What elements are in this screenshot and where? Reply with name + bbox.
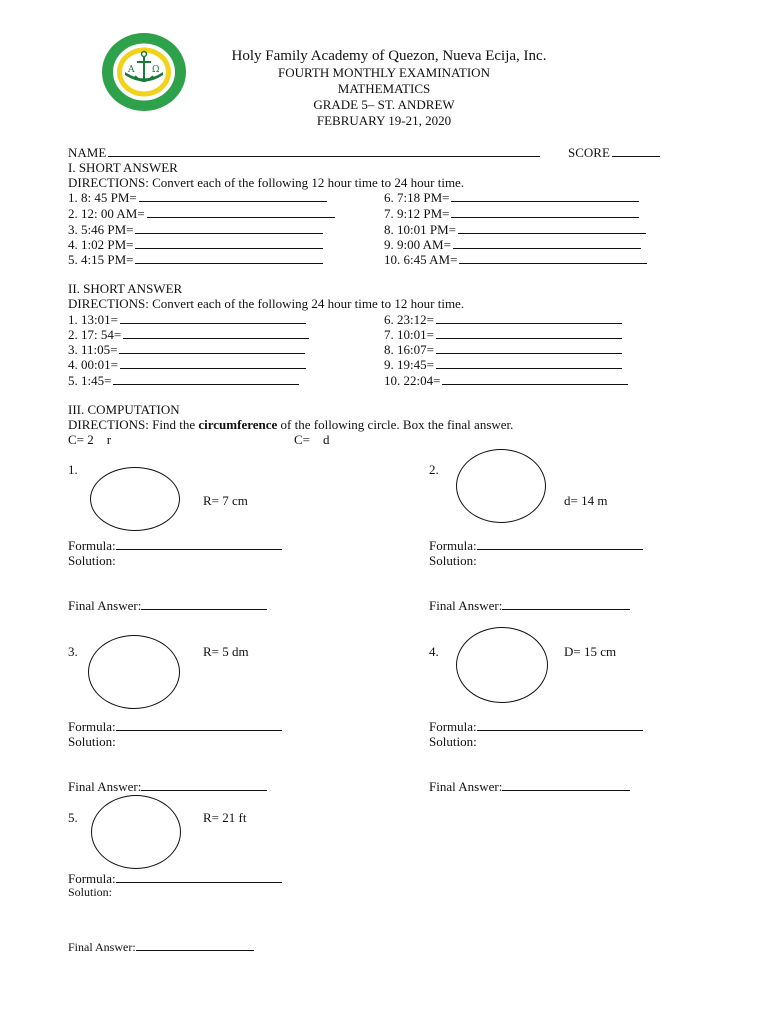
part1-item-10: 10. 6:45 AM= xyxy=(384,252,647,267)
part2-item-4: 4. 00:01= xyxy=(68,357,306,372)
answer-blank[interactable] xyxy=(135,222,323,234)
final-answer-blank[interactable] xyxy=(141,598,267,610)
circumference-formula-diameter: C= d xyxy=(294,432,330,447)
problem-5-given: R= 21 ft xyxy=(203,810,247,825)
formula-blank[interactable] xyxy=(116,538,282,550)
part2-item-7: 7. 10:01= xyxy=(384,327,622,342)
answer-blank[interactable] xyxy=(459,252,647,264)
problem-3-given: R= 5 dm xyxy=(203,644,249,659)
answer-blank[interactable] xyxy=(123,327,309,339)
answer-blank[interactable] xyxy=(120,357,306,369)
problem-3-solution: Solution: xyxy=(68,734,116,749)
problem-5-final: Final Answer: xyxy=(68,939,254,955)
part1-directions: DIRECTIONS: Convert each of the following 12 hour time to 24 hour time. xyxy=(68,175,465,190)
problem-4-formula: Formula: xyxy=(429,719,643,734)
part2-item-2: 2. 17: 54= xyxy=(68,327,309,342)
formula-blank[interactable] xyxy=(116,871,282,883)
answer-blank[interactable] xyxy=(120,312,306,324)
part1-item-8: 8. 10:01 PM= xyxy=(384,222,646,237)
part1-item-3: 3. 5:46 PM= xyxy=(68,222,323,237)
part2-item-10: 10. 22:04= xyxy=(384,373,628,388)
part2-item-8: 8. 16:07= xyxy=(384,342,622,357)
part2-item-1: 1. 13:01= xyxy=(68,312,306,327)
problem-1-formula: Formula: xyxy=(68,538,282,553)
name-line[interactable] xyxy=(68,145,540,160)
problem-2-solution: Solution: xyxy=(429,553,477,568)
part3-directions: DIRECTIONS: Find the circumference of the following circle. Box the final answer. xyxy=(68,417,514,432)
part2-item-5: 5. 1:45= xyxy=(68,373,299,388)
problem-3-formula: Formula: xyxy=(68,719,282,734)
circle-figure xyxy=(91,795,181,869)
problem-2-formula: Formula: xyxy=(429,538,643,553)
answer-blank[interactable] xyxy=(436,357,622,369)
part2-item-3: 3. 11:05= xyxy=(68,342,305,357)
problem-1-solution: Solution: xyxy=(68,553,116,568)
problem-5-formula: Formula: xyxy=(68,871,282,886)
problem-2-final: Final Answer: xyxy=(429,598,630,613)
name-label: NAME xyxy=(68,145,107,160)
problem-4-final: Final Answer: xyxy=(429,779,630,794)
problem-2-number: 2. xyxy=(429,462,439,477)
circle-figure xyxy=(456,627,548,703)
part1-item-2: 2. 12: 00 AM= xyxy=(68,206,335,221)
problem-3-number: 3. xyxy=(68,644,78,659)
answer-blank[interactable] xyxy=(436,312,622,324)
part1-title: I. SHORT ANSWER xyxy=(68,160,178,175)
grade-section: GRADE 5– ST. ANDREW xyxy=(313,97,455,112)
problem-1-number: 1. xyxy=(68,462,78,477)
problem-4-given: D= 15 cm xyxy=(564,644,617,659)
answer-blank[interactable] xyxy=(139,190,327,202)
problem-4-number: 4. xyxy=(429,644,439,659)
part1-item-4: 4. 1:02 PM= xyxy=(68,237,323,252)
answer-blank[interactable] xyxy=(451,190,639,202)
circumference-formula-radius: C= 2 r xyxy=(68,432,112,447)
answer-blank[interactable] xyxy=(119,342,305,354)
score-label: SCORE xyxy=(568,145,610,160)
part1-item-9: 9. 9:00 AM= xyxy=(384,237,641,252)
problem-1-given: R= 7 cm xyxy=(203,493,248,508)
part1-item-1: 1. 8: 45 PM= xyxy=(68,190,327,205)
part1-item-7: 7. 9:12 PM= xyxy=(384,206,639,221)
answer-blank[interactable] xyxy=(451,206,639,218)
answer-blank[interactable] xyxy=(436,327,622,339)
name-blank[interactable] xyxy=(108,145,540,157)
answer-blank[interactable] xyxy=(135,252,323,264)
svg-text:A: A xyxy=(128,65,135,75)
circle-figure xyxy=(456,449,546,523)
svg-text:Ω: Ω xyxy=(152,65,160,75)
problem-3-final: Final Answer: xyxy=(68,779,267,794)
exam-title: FOURTH MONTHLY EXAMINATION xyxy=(278,65,490,80)
problem-5-number: 5. xyxy=(68,810,78,825)
part1-item-6: 6. 7:18 PM= xyxy=(384,190,639,205)
problem-5-solution: Solution: xyxy=(68,885,113,899)
part1-item-5: 5. 4:15 PM= xyxy=(68,252,323,267)
school-name: Holy Family Academy of Quezon, Nueva Ecija, Inc. xyxy=(231,48,547,64)
answer-blank[interactable] xyxy=(436,342,622,354)
subject-title: MATHEMATICS xyxy=(337,81,431,96)
problem-4-solution: Solution: xyxy=(429,734,477,749)
part3-title: III. COMPUTATION xyxy=(68,402,180,417)
final-answer-blank[interactable] xyxy=(502,779,630,791)
answer-blank[interactable] xyxy=(135,237,323,249)
score-blank[interactable] xyxy=(612,145,660,157)
part2-item-6: 6. 23:12= xyxy=(384,312,622,327)
exam-date: FEBRUARY 19-21, 2020 xyxy=(316,113,452,128)
final-answer-blank[interactable] xyxy=(141,779,267,791)
final-answer-blank[interactable] xyxy=(136,939,254,951)
answer-blank[interactable] xyxy=(442,373,628,385)
circle-figure xyxy=(90,467,180,531)
answer-blank[interactable] xyxy=(453,237,641,249)
part2-directions: DIRECTIONS: Convert each of the following 24 hour time to 12 hour time. xyxy=(68,296,465,311)
problem-1-final: Final Answer: xyxy=(68,598,267,613)
answer-blank[interactable] xyxy=(113,373,299,385)
part2-title: II. SHORT ANSWER xyxy=(68,281,183,296)
formula-blank[interactable] xyxy=(477,538,643,550)
circle-figure xyxy=(88,635,180,709)
formula-blank[interactable] xyxy=(477,719,643,731)
score-line[interactable] xyxy=(568,145,660,160)
final-answer-blank[interactable] xyxy=(502,598,630,610)
answer-blank[interactable] xyxy=(147,206,335,218)
answer-blank[interactable] xyxy=(458,222,646,234)
formula-blank[interactable] xyxy=(116,719,282,731)
problem-2-given: d= 14 m xyxy=(564,493,608,508)
part2-item-9: 9. 19:45= xyxy=(384,357,622,372)
